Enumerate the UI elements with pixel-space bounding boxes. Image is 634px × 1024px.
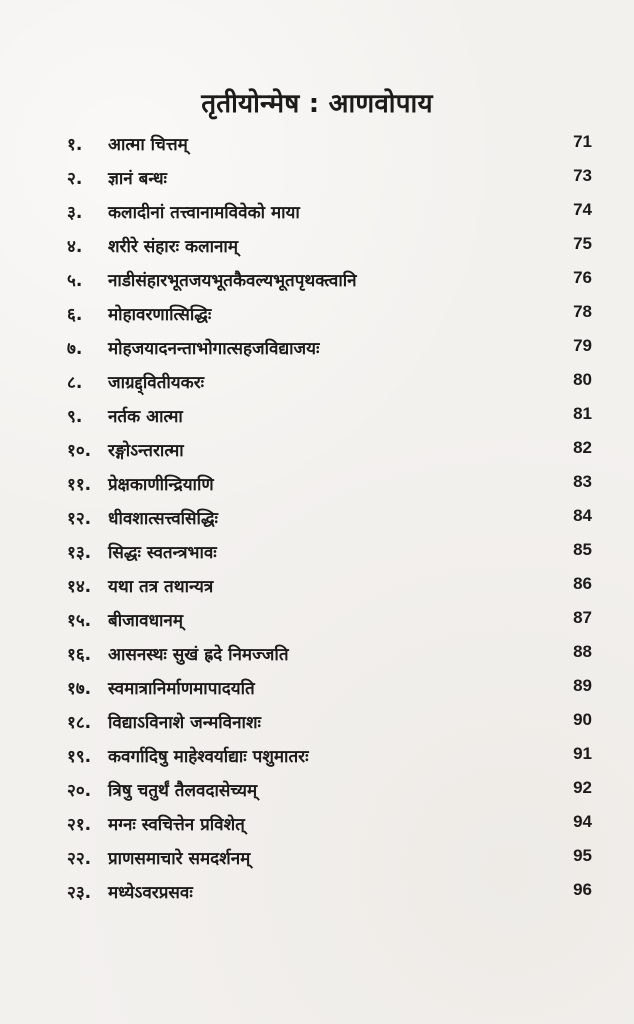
toc-entry (0, 158, 634, 192)
entry-page-number: 88 (573, 642, 592, 661)
entry-text: मोहावरणात्सिद्धिः (108, 305, 212, 325)
toc-entry (0, 634, 634, 668)
entry-number: ६. (67, 305, 83, 325)
toc-entry (0, 260, 634, 294)
entry-page-number: 73 (573, 166, 592, 185)
entry-page-number: 90 (573, 710, 592, 729)
toc-entry (0, 464, 634, 498)
entry-text: नाडीसंहारभूतजयभूतकैवल्यभूतपृथक्त्वानि (108, 271, 357, 291)
entry-page-number: 84 (573, 506, 592, 525)
entry-number: २२. (67, 849, 92, 869)
entry-page-number: 87 (573, 608, 592, 627)
entry-page-number: 96 (573, 880, 592, 899)
entry-number: १३. (67, 543, 92, 563)
entry-text: प्राणसमाचारे समदर्शनम् (108, 849, 251, 869)
entry-number: ९. (67, 407, 83, 427)
toc-entry (0, 566, 634, 600)
toc-entry (0, 226, 634, 260)
toc-entry (0, 362, 634, 396)
entry-page-number: 76 (573, 268, 592, 287)
entry-number: २. (67, 169, 83, 189)
toc-entry (0, 396, 634, 430)
entry-page-number: 91 (573, 744, 592, 763)
entry-text: ज्ञानं बन्धः (108, 169, 167, 189)
entry-page-number: 75 (573, 234, 592, 253)
toc-entry (0, 328, 634, 362)
entry-text: मध्येऽवरप्रसवः (108, 883, 193, 903)
entry-page-number: 95 (573, 846, 592, 865)
entry-text: धीवशात्सत्त्वसिद्धिः (108, 509, 218, 529)
toc-entry (0, 872, 634, 906)
toc-entry (0, 124, 634, 158)
entry-text: मोहजयादनन्ताभोगात्सहजविद्याजयः (108, 339, 320, 359)
toc-entry (0, 430, 634, 464)
entry-text: आत्मा चित्तम् (108, 135, 188, 155)
entry-page-number: 92 (573, 778, 592, 797)
section-title: तृतीयोन्मेष : आणवोपाय (201, 89, 433, 119)
toc-entry (0, 192, 634, 226)
entry-page-number: 81 (573, 404, 592, 423)
entry-text: विद्याऽविनाशे जन्मविनाशः (108, 713, 261, 733)
entry-number: १६. (67, 645, 92, 665)
entry-text: रङ्गोऽन्तरात्मा (108, 441, 184, 461)
entry-text: प्रेक्षकाणीन्द्रियाणि (108, 475, 214, 495)
entry-text: आसनस्थः सुखं ह्रदे निमज्जति (108, 645, 289, 665)
entry-page-number: 71 (573, 132, 592, 151)
entry-number: २१. (67, 815, 92, 835)
entry-number: १०. (67, 441, 92, 461)
entry-number: १४. (67, 577, 92, 597)
entry-text: यथा तत्र तथान्यत्र (108, 577, 214, 597)
entry-text: नर्तक आत्मा (108, 407, 183, 427)
entry-text: मग्नः स्वचित्तेन प्रविशेत् (108, 815, 245, 835)
toc-entry (0, 498, 634, 532)
entry-number: १८. (67, 713, 92, 733)
entry-page-number: 89 (573, 676, 592, 695)
toc-entry (0, 668, 634, 702)
entry-text: स्वमात्रानिर्माणमापादयति (108, 679, 255, 699)
entry-page-number: 74 (573, 200, 592, 219)
entry-number: १५. (67, 611, 92, 631)
toc-entry (0, 838, 634, 872)
entry-page-number: 82 (573, 438, 592, 457)
entry-text: शरीरे संहारः कलानाम् (108, 237, 239, 257)
entry-number: ३. (67, 203, 83, 223)
entry-page-number: 80 (573, 370, 592, 389)
entry-text: सिद्धः स्वतन्त्रभावः (108, 543, 217, 563)
entry-page-number: 83 (573, 472, 592, 491)
entry-text: बीजावधानम् (108, 611, 184, 631)
toc-entry (0, 600, 634, 634)
entry-text: त्रिषु चतुर्थं तैलवदासेच्यम् (108, 781, 258, 801)
entry-number: ८. (67, 373, 83, 393)
entry-page-number: 86 (573, 574, 592, 593)
table-of-contents (0, 124, 634, 906)
toc-entry (0, 532, 634, 566)
toc-entry (0, 804, 634, 838)
entry-number: १७. (67, 679, 92, 699)
entry-page-number: 94 (573, 812, 592, 831)
entry-number: १९. (67, 747, 92, 767)
entry-number: २३. (67, 883, 92, 903)
entry-number: १२. (67, 509, 92, 529)
entry-text: जाग्रद्द्वितीयकरः (108, 373, 205, 393)
toc-entry (0, 770, 634, 804)
entry-number: ५. (67, 271, 83, 291)
entry-page-number: 78 (573, 302, 592, 321)
entry-number: १. (67, 135, 83, 155)
entry-number: २०. (67, 781, 92, 801)
toc-entry (0, 736, 634, 770)
toc-entry (0, 702, 634, 736)
entry-number: ४. (67, 237, 83, 257)
entry-text: कवर्गादिषु माहेश्वर्याद्याः पशुमातरः (108, 747, 309, 767)
toc-entry (0, 294, 634, 328)
entry-page-number: 79 (573, 336, 592, 355)
entry-number: ७. (67, 339, 83, 359)
entry-number: ११. (67, 475, 92, 495)
entry-text: कलादीनां तत्त्वानामविवेको माया (108, 203, 300, 223)
entry-page-number: 85 (573, 540, 592, 559)
